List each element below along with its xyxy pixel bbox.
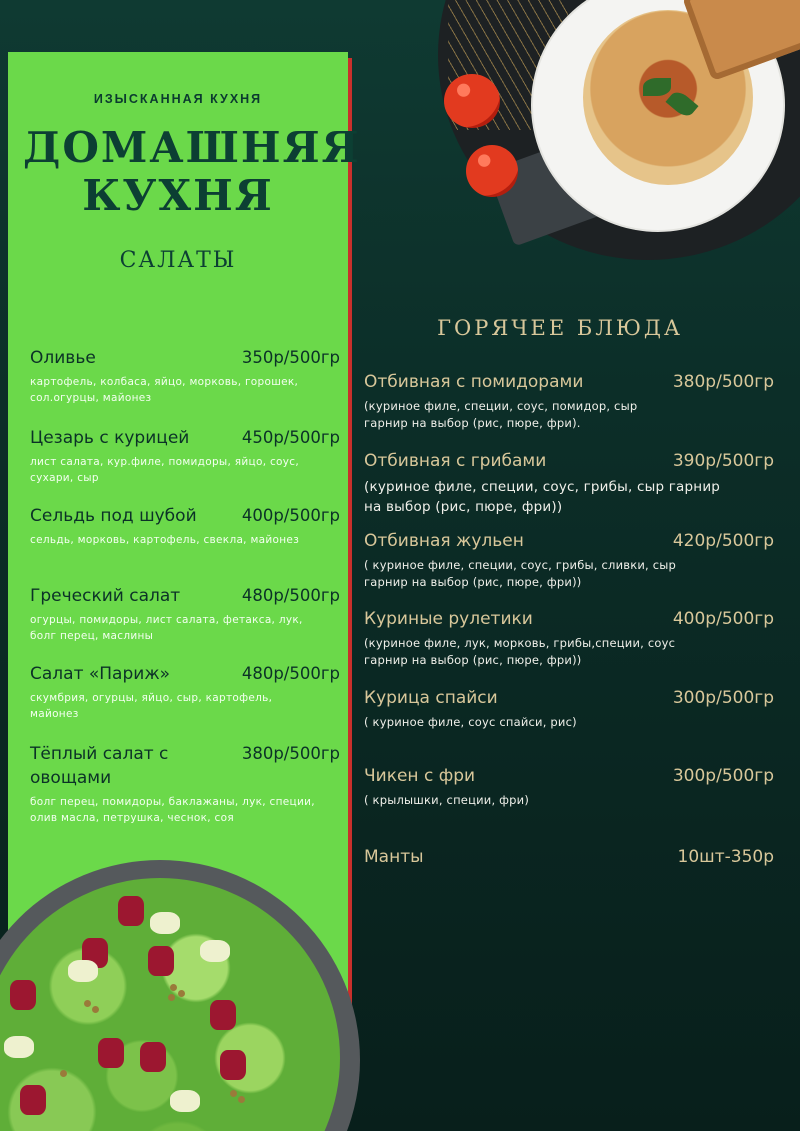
- item-name: Отбивная с помидорами: [364, 372, 584, 392]
- item-name: Отбивная жульен: [364, 531, 524, 551]
- brand-title-text: ДОМАШНЯЯ КУХНЯ: [23, 123, 361, 220]
- item-name: Тёплый салат с овощами: [30, 744, 169, 788]
- item-description: (куриное филе, лук, морковь, грибы,специи, соус гарнир на выбор (рис, пюре, фри)): [364, 636, 676, 667]
- pasta-photo: [438, 0, 800, 262]
- item-price: 390р/500гр: [672, 451, 774, 471]
- item-description: (куриное филе, специи, соус, грибы, сыр гарнир на выбор (рис, пюре, фри)): [364, 479, 721, 515]
- item-name: Курица спайси: [364, 688, 498, 708]
- list-item: [30, 662, 340, 722]
- item-name: Манты: [364, 847, 424, 867]
- item-description: болг перец, помидоры, баклажаны, лук, специи, олив масла, петрушка, чеснок, соя: [30, 796, 315, 824]
- brand-title: [8, 123, 361, 220]
- list-item: [364, 847, 774, 867]
- item-description: ( куриное филе, специи, соус, грибы, сливки, сыр гарнир на выбор (рис, пюре, фри)): [364, 558, 677, 589]
- item-description: лист салата, кур.филе, помидоры, яйцо, соус, сухари, сыр: [30, 456, 300, 484]
- item-description: ( крылышки, специи, фри): [364, 793, 530, 807]
- list-item: [30, 426, 340, 486]
- item-price: 480р/500гр: [241, 664, 340, 683]
- item-description: скумбрия, огурцы, яйцо, сыр, картофель, майонез: [30, 692, 273, 720]
- item-price: 400р/500гр: [672, 609, 774, 629]
- item-price: 450р/500гр: [241, 428, 340, 447]
- item-name: Салат «Париж»: [30, 664, 171, 684]
- salad-photo: [0, 860, 362, 1131]
- item-price: 420р/500гр: [672, 531, 774, 551]
- item-name: Сельдь под шубой: [30, 506, 197, 526]
- item-name: Оливье: [30, 348, 96, 368]
- list-item: [30, 742, 340, 826]
- list-item: [30, 584, 340, 644]
- item-price: 480р/500гр: [241, 586, 340, 605]
- list-item: [364, 372, 774, 432]
- item-name: Куриные рулетики: [364, 609, 533, 629]
- list-item: [364, 688, 774, 731]
- item-description: ( куриное филе, соус спайси, рис): [364, 715, 577, 729]
- item-description: огурцы, помидоры, лист салата, фетакса, лук, болг перец, маслины: [30, 614, 303, 642]
- item-price: 350р/500гр: [241, 348, 340, 367]
- item-price: 300р/500гр: [672, 766, 774, 786]
- kicker: ИЗЫСКАННАЯ КУХНЯ: [93, 92, 263, 106]
- item-name: Отбивная с грибами: [364, 451, 547, 471]
- item-price: 400р/500гр: [241, 506, 340, 525]
- list-item: [364, 609, 774, 669]
- hot-section-title: ГОРЯЧЕЕ БЛЮДА: [437, 316, 683, 340]
- item-name: Цезарь с курицей: [30, 428, 190, 448]
- item-price: 380р/500гр: [672, 372, 774, 392]
- item-price: 10шт-350р: [677, 847, 774, 867]
- item-description: сельдь, морковь, картофель, свекла, майонез: [30, 534, 300, 546]
- salads-section-title: САЛАТЫ: [119, 248, 237, 273]
- list-item: [30, 346, 340, 406]
- item-name: Чикен с фри: [364, 766, 476, 786]
- item-description: (куриное филе, специи, соус, помидор, сыр гарнир на выбор (рис, пюре, фри).: [364, 399, 638, 430]
- item-name: Греческий салат: [30, 586, 181, 606]
- list-item: [364, 766, 774, 809]
- item-price: 380р/500гр: [241, 744, 340, 763]
- item-price: 300р/500гр: [672, 688, 774, 708]
- list-item: [364, 531, 774, 591]
- list-item: [364, 451, 774, 517]
- item-description: картофель, колбаса, яйцо, морковь, горошек, сол.огурцы, майонез: [30, 376, 299, 404]
- list-item: [30, 504, 340, 548]
